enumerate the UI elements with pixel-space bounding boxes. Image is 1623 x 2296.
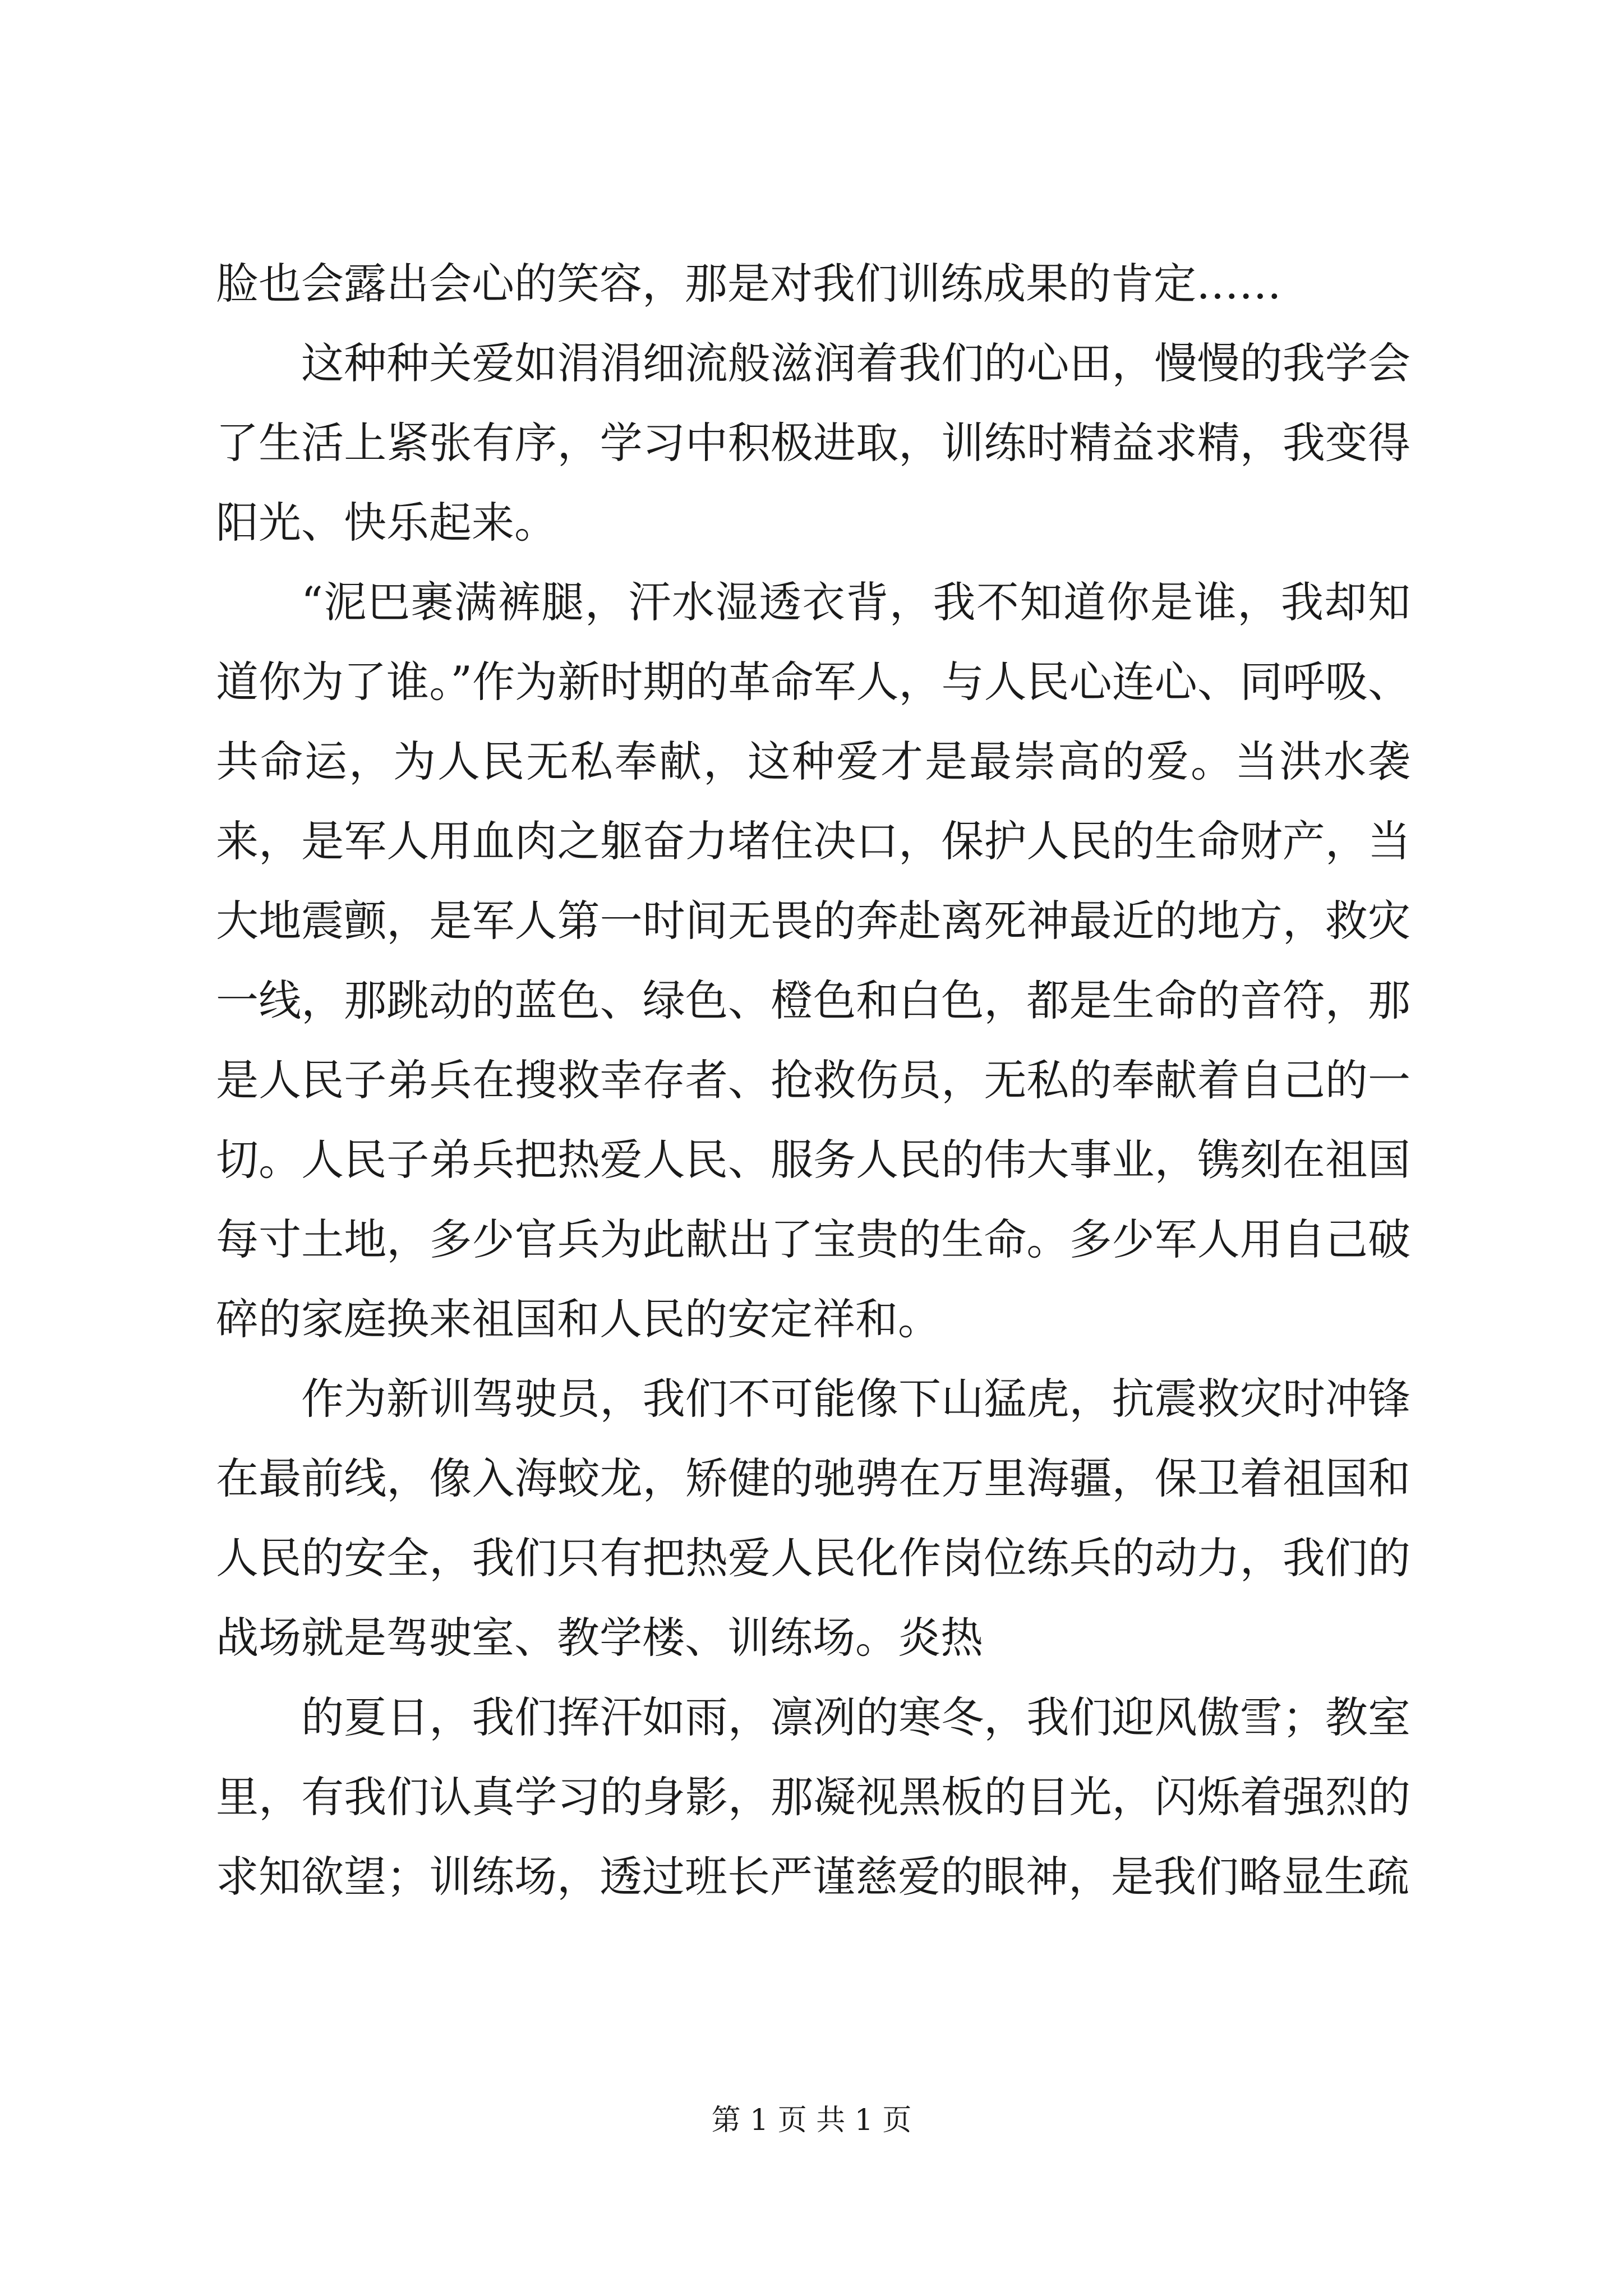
page-footer: 第 1 页 共 1 页	[711, 2104, 912, 2137]
paragraph-2: 这种种关爱如涓涓细流般滋润着我们的心田，慢慢的我学会了生活上紧张有序，学习中积极进取，训练时精益求精，我变得阳光、快乐起来。	[216, 338, 1410, 547]
body-text	[216, 244, 1410, 1917]
paragraph-3: “泥巴裹满裤腿，汗水湿透衣背，我不知道你是谁，我却知道你为了谁。”作为新时期的革命军人，与人民心连心、同呼吸、共命运，为人民无私奉献，这种爱才是最崇高的爱。当洪水袭来，是军人用血肉之躯奋力堵住决口，保护人民的生命财产，当大地震颤，是军人第一时间无畏的奔赴离死神最近的地方，救灾一线，那跳动的蓝色、绿色、橙色和白色，都是生命的音符，那是人民子弟兵在搜救幸存者、抢救伤员，无私的奉献着自己的一切。人民子弟兵把热爱人民、服务人民的伟大事业，镌刻在祖国每寸土地，多少官兵为此献出了宝贵的生命。多少军人用自己破碎的家庭换来祖国和人民的安定祥和。	[216, 577, 1410, 1344]
paragraph-4: 作为新训驾驶员，我们不可能像下山猛虎，抗震救灾时冲锋在最前线，像入海蛟龙，矫健的驰骋在万里海疆，保卫着祖国和人民的安全，我们只有把热爱人民化作岗位练兵的动力，我们的战场就是驾驶室、教学楼、训练场。炎热	[216, 1374, 1410, 1663]
paragraph-5: 的夏日，我们挥汗如雨，凛冽的寒冬，我们迎风傲雪；教室里，有我们认真学习的身影，那凝视黑板的目光，闪烁着强烈的求知欲望；训练场，透过班长严谨慈爱的眼神，是我们略显生疏	[216, 1692, 1410, 1902]
paragraph-1: 脸也会露出会心的笑容，那是对我们训练成果的肯定……	[216, 259, 1281, 309]
